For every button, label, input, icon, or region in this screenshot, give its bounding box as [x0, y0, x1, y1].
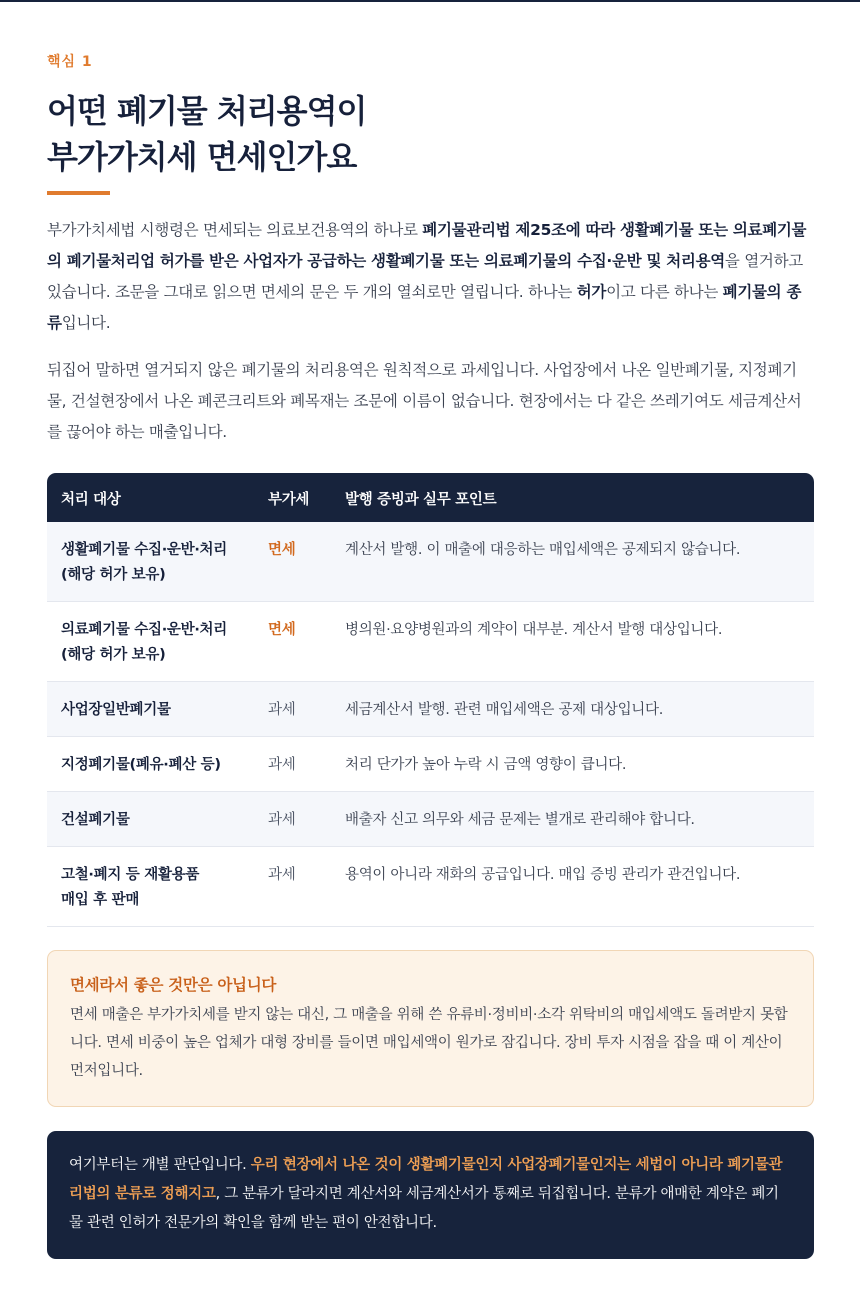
table-row — [47, 682, 814, 737]
table-row — [47, 522, 814, 602]
intro-paragraph-2: 뒤집어 말하면 열거되지 않은 폐기물의 처리용역은 원칙적으로 과세입니다. 사업장에서 나온 일반폐기물, 지정폐기물, 건설현장에서 나온 폐콘크리트와 폐목재는 조문에 이름이 없습니다. 현장에서는 다 같은 쓰레기여도 세금계산서를 끊어야 하는 매출입니다. — [47, 361, 802, 441]
header-vat: 부가세 — [268, 492, 310, 508]
row-vat-badge: 과세 — [268, 702, 296, 718]
row-target: 지정폐기물(폐유·폐산 등) — [61, 757, 221, 773]
row-vat-badge: 과세 — [268, 867, 296, 883]
row-note: 배출자 신고 의무와 세금 문제는 별개로 관리해야 합니다. — [345, 812, 695, 828]
row-note: 병의원·요양병원과의 계약이 대부분. 계산서 발행 대상입니다. — [345, 622, 723, 638]
row-vat-badge: 과세 — [268, 812, 296, 828]
row-target — [61, 538, 227, 588]
note-text: 여기부터는 개별 판단입니다. — [69, 1157, 251, 1173]
advisory-note — [47, 1131, 814, 1259]
row-vat-badge: 면세 — [268, 542, 296, 558]
page-title — [47, 88, 366, 180]
header-target: 처리 대상 — [61, 492, 121, 508]
title-line-2: 부가가치세 면세인가요 — [47, 138, 357, 176]
table-row — [47, 602, 814, 682]
row-target — [61, 618, 227, 668]
section-kicker: 핵심 1 — [47, 54, 93, 70]
table-header — [47, 473, 814, 522]
intro-text: 입니다. — [61, 314, 111, 332]
row-target: 사업장일반폐기물 — [61, 702, 171, 718]
table-row — [47, 737, 814, 792]
row-target-line-2: (해당 허가 보유) — [61, 647, 166, 663]
header-note: 발행 증빙과 실무 포인트 — [345, 492, 497, 508]
note-highlight: 우리 현장에서 나온 것이 생활폐기물인지 사업장폐기물인지는 세법이 아니라 폐기물관리법의 분류로 정해지고 — [69, 1157, 783, 1202]
row-vat-badge: 면세 — [268, 622, 296, 638]
intro-emphasis: 폐기물관리법 제25조에 따라 생활폐기물 또는 의료폐기물의 폐기물처리업 허가를 받은 사업자가 공급하는 생활폐기물 또는 의료폐기물의 수집·운반 및 처리용역 — [47, 221, 807, 270]
intro-emphasis: 폐기물의 종류 — [47, 283, 802, 332]
row-note: 처리 단가가 높아 누락 시 금액 영향이 큽니다. — [345, 757, 627, 773]
table-row — [47, 847, 814, 927]
row-target-line-1: 고철·폐지 등 재활용품 — [61, 867, 200, 883]
row-note: 세금계산서 발행. 관련 매입세액은 공제 대상입니다. — [345, 702, 664, 718]
table-row — [47, 792, 814, 847]
title-underline — [47, 191, 110, 195]
intro-text: 이고 다른 하나는 — [606, 283, 723, 301]
row-note: 용역이 아니라 재화의 공급입니다. 매입 증빙 관리가 관건입니다. — [345, 867, 741, 883]
intro-emphasis: 허가 — [576, 283, 607, 301]
row-note: 계산서 발행. 이 매출에 대응하는 매입세액은 공제되지 않습니다. — [345, 542, 741, 558]
row-target-line-1: 생활폐기물 수집·운반·처리 — [61, 542, 227, 558]
intro-text: 부가가치세법 시행령은 면세되는 의료보건용역의 하나로 — [47, 221, 423, 239]
row-target-line-2: (해당 허가 보유) — [61, 567, 166, 583]
row-target — [61, 863, 199, 913]
title-line-1: 어떤 폐기물 처리용역이 — [47, 92, 367, 130]
caution-callout — [47, 950, 814, 1107]
waste-vat-table — [47, 473, 814, 927]
row-target-line-1: 의료폐기물 수집·운반·처리 — [61, 622, 227, 638]
callout-title: 면세라서 좋은 것만은 아닙니다 — [70, 976, 277, 994]
intro-paragraph-1 — [47, 215, 814, 339]
row-target: 건설폐기물 — [61, 812, 130, 828]
note-text: , 그 분류가 달라지면 계산서와 세금계산서가 통째로 뒤집힙니다. 분류가 애매한 계약은 폐기물 관련 인허가 전문가의 확인을 함께 받는 편이 안전합니다. — [69, 1186, 779, 1231]
row-target-line-2: 매입 후 판매 — [61, 892, 140, 908]
intro-text: 을 열거하고 있습니다. 조문을 그대로 읽으면 면세의 문은 두 개의 열쇠로만 열립니다. 하나는 — [47, 252, 803, 301]
row-vat-badge: 과세 — [268, 757, 296, 773]
callout-body: 면세 매출은 부가가치세를 받지 않는 대신, 그 매출을 위해 쓴 유류비·정비비·소각 위탁비의 매입세액도 돌려받지 못합니다. 면세 비중이 높은 업체가 대형 장비를 들이면 매입세액이 원가로 잠깁니다. 장비 투자 시점을 잡을 때 이 계산이 먼저입니다. — [70, 1007, 788, 1079]
